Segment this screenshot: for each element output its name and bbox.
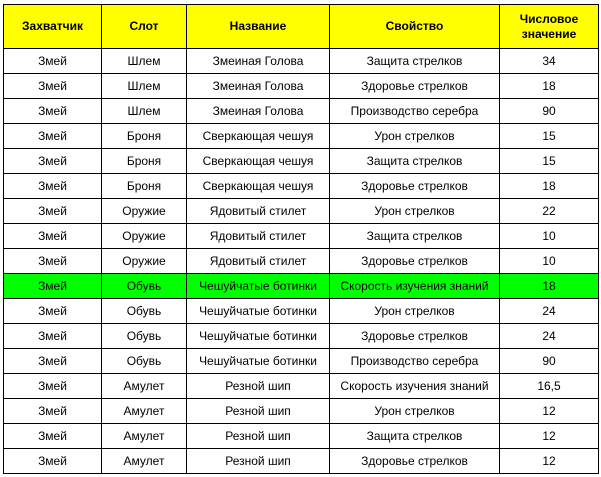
cell-property: Здоровье стрелков — [330, 174, 500, 199]
cell-value: 34 — [500, 49, 599, 74]
cell-property: Урон стрелков — [330, 199, 500, 224]
table-row — [4, 49, 599, 74]
cell-capturer: Змей — [4, 299, 102, 324]
cell-value: 18 — [500, 174, 599, 199]
cell-capturer: Змей — [4, 274, 102, 299]
stats-table — [3, 4, 599, 474]
cell-capturer: Змей — [4, 224, 102, 249]
cell-value: 15 — [500, 149, 599, 174]
cell-property: Защита стрелков — [330, 424, 500, 449]
cell-name: Резной шип — [187, 449, 330, 474]
header-capturer: Захватчик — [4, 5, 102, 49]
cell-property: Производство серебра — [330, 99, 500, 124]
cell-slot: Обувь — [102, 299, 187, 324]
cell-property: Здоровье стрелков — [330, 449, 500, 474]
table-row — [4, 249, 599, 274]
table-row — [4, 299, 599, 324]
cell-property: Защита стрелков — [330, 149, 500, 174]
cell-slot: Обувь — [102, 324, 187, 349]
cell-property: Защита стрелков — [330, 49, 500, 74]
cell-name: Ядовитый стилет — [187, 224, 330, 249]
cell-property: Урон стрелков — [330, 299, 500, 324]
cell-capturer: Змей — [4, 374, 102, 399]
cell-property: Скорость изучения знаний — [330, 274, 500, 299]
cell-value: 18 — [500, 274, 599, 299]
cell-slot: Амулет — [102, 424, 187, 449]
cell-capturer: Змей — [4, 449, 102, 474]
cell-property: Скорость изучения знаний — [330, 374, 500, 399]
cell-name: Резной шип — [187, 424, 330, 449]
cell-slot: Шлем — [102, 99, 187, 124]
cell-slot: Броня — [102, 174, 187, 199]
cell-capturer: Змей — [4, 149, 102, 174]
cell-value: 15 — [500, 124, 599, 149]
cell-capturer: Змей — [4, 249, 102, 274]
cell-value: 90 — [500, 99, 599, 124]
cell-value: 16,5 — [500, 374, 599, 399]
cell-slot: Оружие — [102, 249, 187, 274]
cell-slot: Амулет — [102, 449, 187, 474]
cell-name: Змеиная Голова — [187, 74, 330, 99]
header-name: Название — [187, 5, 330, 49]
cell-slot: Оружие — [102, 199, 187, 224]
cell-name: Ядовитый стилет — [187, 249, 330, 274]
cell-name: Чешуйчатые ботинки — [187, 274, 330, 299]
table-row — [4, 174, 599, 199]
cell-name: Сверкающая чешуя — [187, 124, 330, 149]
cell-value: 24 — [500, 324, 599, 349]
table-row — [4, 424, 599, 449]
cell-property: Здоровье стрелков — [330, 74, 500, 99]
cell-name: Резной шип — [187, 399, 330, 424]
cell-property: Защита стрелков — [330, 224, 500, 249]
table-row — [4, 124, 599, 149]
cell-capturer: Змей — [4, 424, 102, 449]
cell-value: 90 — [500, 349, 599, 374]
cell-name: Резной шип — [187, 374, 330, 399]
cell-name: Змеиная Голова — [187, 99, 330, 124]
header-row — [4, 5, 599, 49]
table-row — [4, 449, 599, 474]
table-row — [4, 349, 599, 374]
cell-name: Чешуйчатые ботинки — [187, 299, 330, 324]
cell-slot: Шлем — [102, 74, 187, 99]
cell-slot: Броня — [102, 149, 187, 174]
cell-value: 10 — [500, 249, 599, 274]
cell-value: 18 — [500, 74, 599, 99]
cell-property: Урон стрелков — [330, 124, 500, 149]
cell-slot: Обувь — [102, 349, 187, 374]
cell-capturer: Змей — [4, 324, 102, 349]
table-row — [4, 99, 599, 124]
cell-property: Урон стрелков — [330, 399, 500, 424]
cell-capturer: Змей — [4, 74, 102, 99]
cell-property: Здоровье стрелков — [330, 324, 500, 349]
cell-slot: Амулет — [102, 399, 187, 424]
cell-capturer: Змей — [4, 399, 102, 424]
cell-name: Ядовитый стилет — [187, 199, 330, 224]
cell-name: Змеиная Голова — [187, 49, 330, 74]
cell-slot: Амулет — [102, 374, 187, 399]
cell-value: 12 — [500, 449, 599, 474]
table-row — [4, 149, 599, 174]
cell-property: Здоровье стрелков — [330, 249, 500, 274]
cell-value: 12 — [500, 424, 599, 449]
cell-capturer: Змей — [4, 99, 102, 124]
header-slot: Слот — [102, 5, 187, 49]
cell-value: 10 — [500, 224, 599, 249]
cell-name: Чешуйчатые ботинки — [187, 349, 330, 374]
header-value-line1: Числовое — [519, 11, 579, 26]
table-row — [4, 224, 599, 249]
cell-capturer: Змей — [4, 349, 102, 374]
table-row — [4, 374, 599, 399]
table-row — [4, 274, 599, 299]
cell-property: Производство серебра — [330, 349, 500, 374]
cell-capturer: Змей — [4, 124, 102, 149]
header-value-line2: значение — [521, 26, 577, 41]
cell-slot: Броня — [102, 124, 187, 149]
cell-capturer: Змей — [4, 49, 102, 74]
table-row — [4, 324, 599, 349]
cell-name: Сверкающая чешуя — [187, 149, 330, 174]
table-row — [4, 74, 599, 99]
cell-slot: Обувь — [102, 274, 187, 299]
header-value — [500, 5, 599, 49]
header-property: Свойство — [330, 5, 500, 49]
cell-value: 24 — [500, 299, 599, 324]
cell-slot: Шлем — [102, 49, 187, 74]
cell-value: 12 — [500, 399, 599, 424]
cell-capturer: Змей — [4, 199, 102, 224]
cell-capturer: Змей — [4, 174, 102, 199]
cell-value: 22 — [500, 199, 599, 224]
cell-name: Чешуйчатые ботинки — [187, 324, 330, 349]
cell-name: Сверкающая чешуя — [187, 174, 330, 199]
table-row — [4, 199, 599, 224]
cell-slot: Оружие — [102, 224, 187, 249]
table-row — [4, 399, 599, 424]
